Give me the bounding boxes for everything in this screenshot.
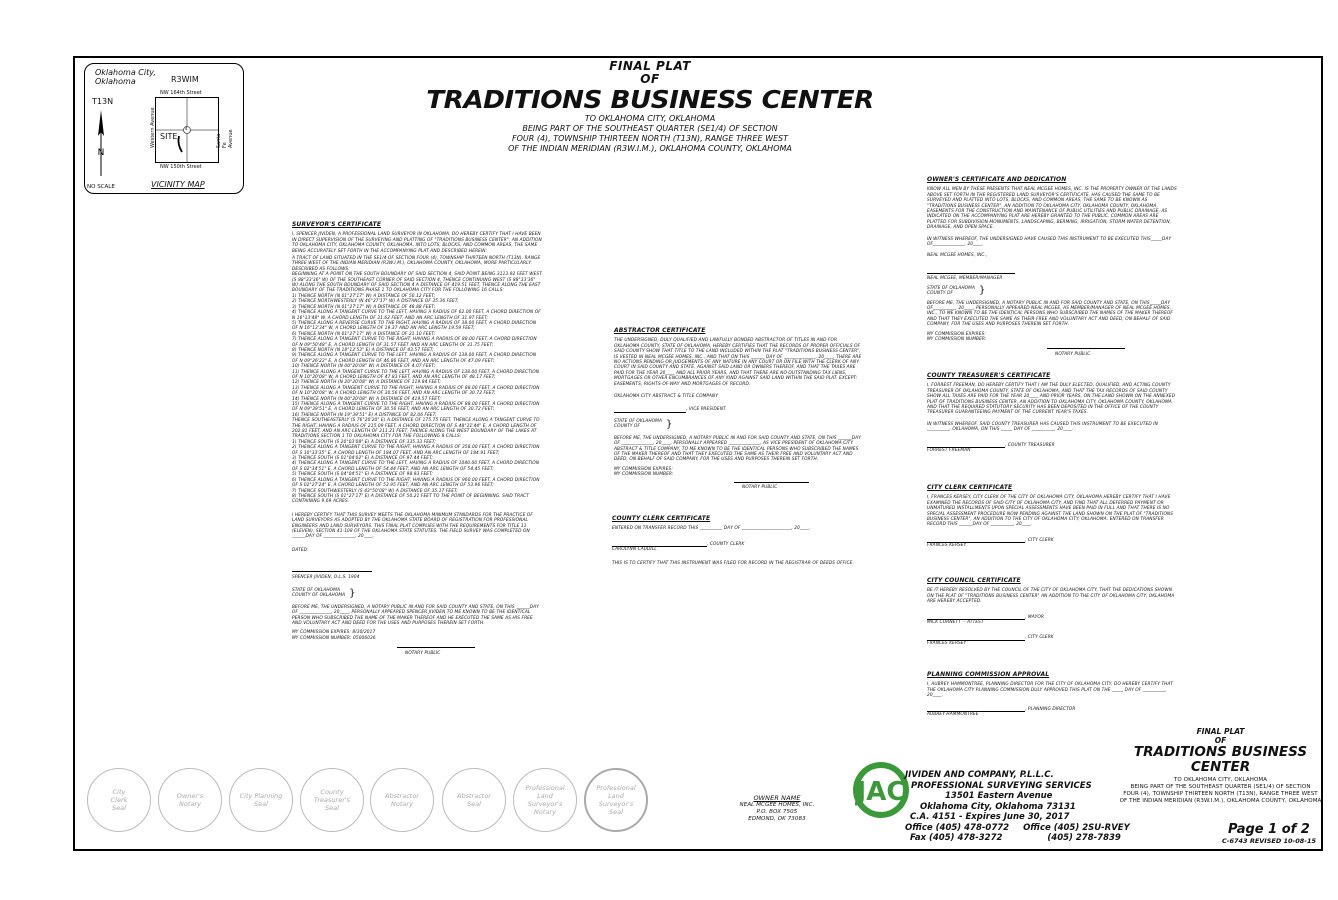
firm-name: JIVIDEN AND COMPANY, P.L.L.C. xyxy=(905,770,1054,780)
owner-state: STATE OF OKLAHOMA xyxy=(927,285,976,291)
abstractor-county: COUNTY OF xyxy=(614,424,641,430)
abstractor-sign-line xyxy=(614,407,686,412)
svg-text:JAC: JAC xyxy=(856,777,906,807)
abstractor-vp: , VICE PRESIDENT xyxy=(686,407,726,413)
owner-certificate xyxy=(927,177,1177,357)
treasurer-title: , COUNTY TREASURER xyxy=(1005,442,1055,448)
city-council-p1: BE IT HEREBY RESOLVED BY THE COUNCIL OF THE CITY OF OKLAHOMA CITY, THAT THE DEDICATIONS SHOWN ON THE PLAT OF "TRADITIONS BUSINESS CENTER" AN ADDITION TO THE CITY OF OKLAHOMA CITY, OKLAHOMA ARE HEREBY ACCEPTED. xyxy=(927,588,1176,605)
treasurer-p2: IN WITNESS WHEREOF, SAID COUNTY TREASURER HAS CAUSED THIS INSTRUMENT TO BE EXECUTED IN __________, OKLAHOMA, ON THIS _____ DAY OF __________, 20____. xyxy=(927,421,1160,433)
corner-line1: FINAL PLAT xyxy=(1196,727,1245,736)
surveyor-dated: DATED: xyxy=(292,547,309,553)
section-number: 4 xyxy=(185,126,188,131)
county-clerk-p2: THIS IS TO CERTIFY THAT THIS INSTRUMENT WAS FILED FOR RECORD IN THE REGISTRAR OF DEEDS OFFICE. xyxy=(612,560,854,566)
planning-name: AUBREY HAMMONTREE xyxy=(927,712,979,718)
county-clerk-heading: COUNTY CLERK CERTIFICATE xyxy=(612,515,711,522)
abstractor-company: OKLAHOMA CITY ABSTRACT & TITLE COMPANY xyxy=(614,394,718,400)
corner-sub4: OF THE INDIAN MERIDIAN (R3W.I.M.), OKLAHOMA COUNTY, OKLAHOMA xyxy=(1119,798,1322,804)
surveyor-notary-line xyxy=(397,647,475,648)
firm-fax: Fax (405) 478-3272 xyxy=(910,833,1003,843)
seal-abstractor-notary: Abstractor Notary xyxy=(370,768,434,832)
planning-title: , PLANNING DIRECTOR xyxy=(1025,706,1076,712)
owner-name-heading: OWNER NAME xyxy=(753,794,801,802)
title-line1: FINAL PLAT xyxy=(609,59,691,73)
council-clerk-title: , CITY CLERK xyxy=(1025,635,1054,641)
owner-name-line1: NEAL MCGEE HOMES, INC. xyxy=(739,802,815,808)
scale-label: NO SCALE xyxy=(87,184,115,190)
title-sub2: BEING PART OF THE SOUTHEAST QUARTER (SE1/4) OF SECTION xyxy=(522,124,778,133)
owner-commission: MY COMMISSION EXPIRES: MY COMMISSION NUMBER: xyxy=(927,331,987,342)
firm-phone2: (405) 278-7839 xyxy=(1047,833,1121,843)
seal-county-treasurer: County Treasurer's Seal xyxy=(300,768,364,832)
corner-main2: CENTER xyxy=(1190,759,1251,775)
firm-ca: C.A. 4151 - Expires June 30, 2017 xyxy=(910,812,1070,822)
corner-sub2: BEING PART OF THE SOUTHEAST QUARTER (SE1/4) OF SECTION xyxy=(1130,784,1311,790)
treasurer-name: FORREST FREEMAN xyxy=(927,448,971,454)
seal-owner-notary: Owner's Notary xyxy=(158,768,222,832)
treasurer-heading: COUNTY TREASURER'S CERTIFICATE xyxy=(927,372,1051,379)
city-clerk-certificate xyxy=(927,485,1177,551)
surveyor-certificate xyxy=(292,222,542,656)
city-council-certificate xyxy=(927,578,1177,648)
surveyor-county: COUNTY OF OKLAHOMA xyxy=(292,593,346,599)
corner-sub3: FOUR (4), TOWNSHIP THIRTEEN NORTH (T13N), RANGE THREE WEST xyxy=(1123,791,1318,797)
abstractor-certificate xyxy=(614,328,864,490)
abstractor-notary: NOTARY PUBLIC xyxy=(742,484,778,490)
road-south: NW 150th Street xyxy=(160,164,202,170)
owner-heading: OWNER'S CERTIFICATE AND DEDICATION xyxy=(927,176,1067,183)
site-label: SITE xyxy=(160,132,178,141)
road-west: Western Avenue xyxy=(150,107,156,148)
treasurer-p1: I, FORREST FREEMAN, DO HEREBY CERTIFY THAT I AM THE DULY ELECTED, QUALIFIED, AND ACTING COUNTY TREASURER OF OKLAHOMA COUNTY, STATE OF OKLAHOMA, AND THAT THE TAX RECORDS OF SAID COUNTY SHOW ALL TAXES ARE PAID FOR THE YEAR 20____ AND PRIOR YEARS, ON THE LAND SHOWN ON THE ANNEXED PLAT OF TRADITIONS BUSINESS CENTER, AN ADDITION TO OKLAHOMA CITY, OKLAHOMA COUNTY, OKLAHOMA AND THAT THE REQUIRED STATUTORY SECURITY HAS BEEN DEPOSITED IN THE OFFICE OF THE COUNTY TREASURER GUARANTEEING PAYMENT OF THE CURRENT YEAR'S TAXES. xyxy=(927,383,1177,416)
mayor-name: MICK CORNETT -- ATTEST xyxy=(927,620,984,626)
surveyor-p4: BEFORE ME, THE UNDERSIGNED, A NOTARY PUBLIC IN AND FOR SAID COUNTY AND STATE, ON THIS ______DAY OF ______________, 20____, PERSONALLY APPEARED SPENCER JIVIDEN TO ME KNOWN TO BE THE IDENTICAL PERSON WHO SUBSCRIBED THE NAME OF THE MAKER THEREOF AND HE EXECUTED THE SAME AS HIS FREE AND VOLUNTARY ACT AND DEED FOR THE USES AND PURPOSES THEREIN SET FORTH. xyxy=(292,604,541,626)
road-east: Santa Fe Avenue xyxy=(216,129,234,148)
abstractor-state: STATE OF OKLAHOMA xyxy=(614,418,663,424)
corner-sub1: TO OKLAHOMA CITY, OKLAHOMA xyxy=(1173,777,1268,783)
vicinity-township: T13N xyxy=(92,97,114,106)
city-clerk-p1: I, FRANCES KERSEY, CITY CLERK OF THE CITY OF OKLAHOMA CITY, OKLAHOMA HEREBY CERTIFY THAT I HAVE EXAMINED THE RECORDS OF SAID CITY OF OKLAHOMA CITY, AND FIND THAT ALL DEFERRED PAYMENT OR UNMATURED INSTALLMENTS UPON SPECIAL ASSESSMENTS HAVE BEEN PAID IN FULL AND THAT THERE IS NO SPECIAL ASSESSMENT PROCEDURE NOW PENDING AGAINST THE LAND SHOWN ON THE PLAT OF "TRADITIONS BUSINESS CENTER", AN ADDITION TO THE CITY OF OKLAHOMA CITY, OKLAHOMA. ENTERED ON TRANSFER RECORD THIS ______DAY OF __________, 20____. xyxy=(927,495,1175,528)
title-line2: OF xyxy=(640,72,660,86)
vicinity-section-box xyxy=(150,90,234,170)
firm-address: 13501 Eastern Avenue xyxy=(945,791,1053,801)
surveyor-legal-description: A TRACT OF LAND SITUATED IN THE SE1/4 OF SECTION FOUR (4), TOWNSHIP THIRTEEN NORTH (T13N), RANGE THREE WEST OF THE INDIAN MERIDIAN (R3W.I.M.), OKLAHOMA COUNTY, OKLAHOMA, MORE PARTICULARLY DESCRIBED AS FOLLOWS: BEGINNING AT A POINT ON THE SOUTH BOUNDARY OF SAID SECTION 4, SAID POINT BEING 3113.92 FEET WEST (S 88°33'36" W) OF THE SOUTHEAST CORNER OF SAID SECTION 4, THENCE CONTINUING WEST (S 88°33'36" W) ALONG THE SOUTH BOUNDARY OF SAID SECTION 4 A DISTANCE OF 419.51 FEET, THENCE ALONG THE EAST BOUNDARY OF THE TRADITIONS PHASE 1 TO OKLAHOMA CITY FOR THE FOLLOWING 16 CALLS: 1) THENCE NORTH (N 01°27'17" W) A DISTANCE OF 50.12 FEET; 2) THENCE NORTHWESTERLY (N 46°27'17" W) A DISTANCE OF 35.36 FEET; 3) THENCE NORTH (N 01°27'17" W) A DISTANCE OF 48.88 FEET; 4) THENCE ALONG A TANGENT CURVE TO THE LEFT, HAVING A RADIUS OF 62.00 FEET, A CHORD DIRECTION OF N 16°13'48" W, A CHORD LENGTH OF 31.62 FEET, AND AN ARC LENGTH OF 31.97 FEET; 5) THENCE ALONG A REVERSE CURVE TO THE RIGHT, HAVING A RADIUS OF 38.00 FEET, A CHORD DIRECTION OF N 16°13'34" W, A CHORD LENGTH OF 19.37 AND AN ARC LENGTH 19.59 FEET; 6) THENCE NORTH (N 01°27'17" W) A DISTANCE OF 21.10 FEET; 7) THENCE ALONG A TANGENT CURVE TO THE RIGHT, HAVING A RADIUS OF 88.00 FEET, A CHORD DIRECTION OF N 09°50'48" E, A CHORD LENGTH OF 31.57 FEET AND AN ARC LENGTH OF 31.75 FEET; 8) THENCE NORTH (N 18°12'53" E) A DISTANCE OF 43.57 FEET; 9) THENCE ALONG A TANGENT CURVE TO THE LEFT, HAVING A RADIUS OF 138.00 FEET, A CHORD DIRECTION OF N 09°26'22" E, A CHORD LENGTH OF 46.86 FEET, AND AN ARC LENGTH OF 47.09 FEET; 10) THENCE NORTH (N 00°20'08" W) A DISTANCE OF 4.07 FEET; 11) THENCE ALONG A TANGENT CURVE TO THE LEFT, HAVING A RADIUS OF 138.00 FEET, A CHORD DIRECTION OF N 10°20'08" W, A CHORD LENGTH OF 47.83 FEET, AND AN ARC LENGTH OF 48.17 FEET; 12) THENCE NORTH (N 20°20'08" W) A DISTANCE OF 119.84 FEET; 13) THENCE ALONG A TANGENT CURVE TO THE RIGHT, HAVING A RADIUS OF 88.00 FEET, A CHORD DIRECTION OF N 10°20'08" W, A CHORD LENGTH OF 30.56 FEET, AND AN ARC LENGTH OF 30.72 FEET; 14) THENCE NORTH (N 00°20'08" W) A DISTANCE OF 419.57 FEET; 15) THENCE ALONG A TANGENT CURVE TO THE RIGHT, HAVING A RADIUS OF 88.00 FEET, A CHORD DIRECTION OF N 09°39'51" E, A CHORD LENGTH OF 30.56 FEET, AND AN ARC LENGTH OF 30.72 FEET; 16) THENCE NORTH (N 19°39'51" E) A DISTANCE OF 82.06 FEET; THENCE SOUTHEASTERLY (S 76°20'20" E) A DISTANCE OF 175.75 FEET, THENCE ALONG A TANGENT CURVE TO THE RIGHT, HAVING A RADIUS OF 215.09 FEET, A CHORD DIRECTION OF S 48°11'44" E, A CHORD LENGTH OF 202.81 FEET, AND AN ARC LENGTH OF 211.21 FEET, THENCE ALONG THE WEST BOUNDARY OF THE LAKES AT TRADITIONS SECTION 1 TO OKLAHOMA CITY FOR THE FOLLOWING 8 CALLS: 1) THENCE SOUTH (S 20°03'08" E) A DISTANCE OF 335.33 FEET; 2) THENCE ALONG A TANGENT CURVE TO THE RIGHT, HAVING A RADIUS OF 358.00 FEET, A CHORD DIRECTION OF S 10°33'35" E, A CHORD LENGTH OF 184.07 FEET, AND AN ARC LENGTH OF 184.91 FEET; 3) THENCE SOUTH (S 01°04'02" E) A DISTANCE OF 97.44 FEET; 4) THENCE ALONG A TANGENT CURVE TO THE LEFT, HAVING A RADIUS OF 1040.00 FEET, A CHORD DIRECTION OF S 02°34'51" E, A CHORD LENGTH OF 54.44 FEET, AND AN ARC LENGTH OF 54.45 FEET; 5) THENCE SOUTH (S 04°04'51" E) A DISTANCE OF 98.93 FEET; 6) THENCE ALONG A TANGENT CURVE TO THE RIGHT, HAVING A RADIUS OF 960.00 FEET, A CHORD DIRECTION OF S 02°27'24" E, A CHORD LENGTH OF 53.95 FEET, AND AN ARC LENGTH OF 53.96 FEET; 7) THENCE SOUTHWESTERLY (S 43°50'08" W) A DISTANCE OF 35.17 FEET; 8) THENCE SOUTH (S 01°27'17" E) A DISTANCE OF 50.21 FEET TO THE POINT OF BEGINNING. SAID TRACT CONTAINING 9.69 ACRES. xyxy=(292,256,542,505)
road-north: NW 164th Street xyxy=(160,90,202,96)
vicinity-city: Oklahoma City, xyxy=(95,68,156,77)
abstractor-p1: THE UNDERSIGNED, DULY QUALIFIED AND LAWFULLY BONDED ABSTRACTOR OF TITLES IN AND FOR OKLAHOMA COUNTY, STATE OF OKLAHOMA, HEREBY CERTIFIES THAT THE RECORDS OF PROPER OFFICIALS OF SAID COUNTY SHOW THAT TITLE TO THE LAND INCLUDED WITHIN THE PLAT "TRADITIONS BUSINESS CENTER", IS VESTED IN NEAL MCGEE HOMES, INC., AND THAT ON THIS ______ DAY OF ______________, 20____, THERE ARE NO ACTIONS PENDING OR JUDGEMENTS OF ANY NATURE IN ANY COURT OR ON FILE WITH THE CLERK OF ANY COURT IN SAID COUNTY AND STATE, AGAINST SAID LAND OR OWNERS THEREOF, AND THAT THE TAXES ARE PAID FOR THE YEAR 20____ AND ALL PRIOR YEARS, AND THAT THERE ARE NO OUTSTANDING TAX LIENS, MORTGAGES OR OTHER ENCUMBRANCES OF ANY KIND AGAINST SAID LAND WITHIN THE SAID PLAT. EXCEPT: EASEMENTS, RIGHTS-OF-WAY AND MORTGAGES OF RECORD. xyxy=(614,338,863,387)
firm-block xyxy=(905,770,1130,844)
plat-title: TRADITIONS BUSINESS CENTER xyxy=(426,85,874,114)
owner-name-line2: P.O. BOX 7505 xyxy=(756,809,798,815)
owner-name-line3: EDMOND, OK 73083 xyxy=(748,816,806,822)
owner-county: COUNTY OF xyxy=(927,291,954,297)
vicinity-map xyxy=(84,63,244,194)
surveyor-p3: I HEREBY CERTIFY THAT THIS SURVEY MEETS THE OKLAHOMA MINIMUM STANDARDS FOR THE PRACTICE OF LAND SURVEYORS AS ADOPTED BY THE OKLAHOMA STATE BOARD OF REGISTRATION FOR PROFESSIONAL ENGINEERS AND LAND SURVEYORS. THIS FINAL PLAT COMPLIES WITH THE REQUIREMENTS FOR TITLE 11 (ELEVEN), SECTION 41-108 OF THE OKLAHOMA STATE STATUTES. THE FIELD SURVEY WAS COMPLETED ON ______DAY OF ______________, 20____. xyxy=(292,512,535,540)
owner-notary: NOTARY PUBLIC xyxy=(1055,351,1091,357)
planning-heading: PLANNING COMMISSION APPROVAL xyxy=(927,671,1050,678)
owner-company: NEAL MCGEE HOMES, INC., xyxy=(927,253,988,259)
owner-signer: NEAL MCGEE, MEMBER/MANAGER xyxy=(927,276,1003,282)
vicinity-range: R3WIM xyxy=(171,75,199,84)
surveyor-state: STATE OF OKLAHOMA xyxy=(292,587,341,593)
abstractor-notary-line xyxy=(734,482,809,483)
surveyor-signature-line xyxy=(292,571,372,572)
county-clerk-title: , COUNTY CLERK xyxy=(707,541,745,547)
surveyor-signer: SPENCER JIVIDEN, O.L.S. 1904 xyxy=(292,574,360,580)
city-clerk-title: , CITY CLERK xyxy=(1025,537,1054,543)
planning-p1: I, AUBREY HAMMONTREE, PLANNING DIRECTOR FOR THE CITY OF OKLAHOMA CITY, DO HEREBY CERTIFY THAT THE OKLAHOMA CITY PLANNING COMMISSION DULY APPROVED THIS PLAT ON THE _____ DAY OF __________, 20____. xyxy=(927,682,1175,699)
firm-office1: Office (405) 478-0772 xyxy=(905,822,1010,833)
revision-note: C-6743 REVISED 10-08-15 xyxy=(1222,837,1317,845)
surveyor-notary: NOTARY PUBLIC xyxy=(405,650,441,656)
firm-city: Oklahoma City, Oklahoma 73131 xyxy=(920,801,1076,812)
brace-icon: } xyxy=(979,285,986,297)
owner-p3: BEFORE ME, THE UNDERSIGNED, A NOTARY PUBLIC IN AND FOR SAID COUNTY AND STATE, ON THIS_____DAY OF__________, 20____, PERSONALLY APPEARED NEAL MCGEE, AS MEMBER/MANAGER OF NEAL MCGEE HOMES, INC., TO ME KNOWN TO BE THE IDENTICAL PERSONS WHO SUBSCRIBED THE NAMES OF THE MAKER THEREOF AND THAT THEY EXECUTED THE SAME AS THEIR FREE AND VOLUNTARY ACT AND DEED, ON BEHALF OF SAID COMPANY, FOR THE USES AND PURPOSES THEREIN SET FORTH. xyxy=(927,300,1175,328)
council-clerk-name: FRANCES KERSEY xyxy=(927,640,967,646)
title-sub4: OF THE INDIAN MERIDIAN (R3W.I.M.), OKLAHOMA COUNTY, OKLAHOMA xyxy=(508,144,792,153)
planning-approval xyxy=(927,672,1177,719)
treasurer-certificate xyxy=(927,373,1177,455)
seal-abstractor: Abstractor Seal xyxy=(442,768,506,832)
county-clerk-name: CAROLYNN CAUDILL xyxy=(612,547,657,553)
city-clerk-heading: CITY CLERK CERTIFICATE xyxy=(927,484,1013,491)
svg-text:N: N xyxy=(97,148,105,158)
north-arrow-icon xyxy=(94,110,108,180)
firm-services: PROFESSIONAL SURVEYING SERVICES xyxy=(911,780,1092,791)
firm-office2: Office (405) 2SU-RVEY xyxy=(1023,822,1130,833)
owner-notary-line xyxy=(1047,348,1125,349)
surveyor-p1: I, SPENCER JIVIDEN, A PROFESSIONAL LAND SURVEYOR IN OKLAHOMA, DO HEREBY CERTIFY THAT I HAVE BEEN IN DIRECT SUPERVISION OF THE SURVEYING AND PLATTING OF "TRADITIONS BUSINESS CENTER", AN ADDITION TO OKLAHOMA CITY, OKLAHOMA COUNTY, OKLAHOMA, INTO LOTS, BLOCKS, AND COMMON AREAS, THE SAME BEING ACCURATELY SET FORTH IN THE ACCOMPANYING PLAT AND DESCRIBED HEREIN: xyxy=(292,232,544,254)
surveyor-heading: SURVEYOR'S CERTIFICATE xyxy=(292,221,382,228)
abstractor-commission: MY COMMISSION EXPIRES: MY COMMISSION NUMBER: xyxy=(614,466,674,478)
abstractor-heading: ABSTRACTOR CERTIFICATE xyxy=(614,327,706,334)
corner-title-block xyxy=(1118,727,1323,805)
title-sub3: FOUR (4), TOWNSHIP THIRTEEN NORTH (T13N), RANGE THREE WEST xyxy=(511,134,789,143)
city-clerk-name: FRANCES KERSEY xyxy=(927,543,967,549)
surveyor-commission: MY COMMISSION EXPIRES: 8/30/2017 MY COMMISSION NUMBER: 05006036 xyxy=(292,630,376,641)
vicinity-map-label: VICINITY MAP xyxy=(151,180,205,189)
corner-main1: TRADITIONS BUSINESS xyxy=(1133,744,1308,760)
seal-city-planning: City Planning Seal xyxy=(229,768,293,832)
seal-surveyor-notary: Professional Land Surveyor's Notary xyxy=(513,768,577,832)
owner-signature-line xyxy=(927,273,1015,274)
jac-logo-icon xyxy=(851,760,911,820)
seal-surveyor: Professional Land Surveyor's Seal xyxy=(584,768,648,832)
mayor-title: , MAYOR xyxy=(1025,614,1044,620)
owner-p2: IN WITNESS WHEREOF, THE UNDERSIGNED HAVE CAUSED THIS INSTRUMENT TO BE EXECUTED THIS_____DAY OF______________, 20____. xyxy=(927,236,1173,248)
vicinity-county: Oklahoma xyxy=(95,77,136,86)
seal-city-clerk: City Clerk Seal xyxy=(87,768,151,832)
brace-icon: } xyxy=(666,418,673,430)
county-clerk-certificate xyxy=(612,516,862,568)
owner-name-block xyxy=(722,795,832,823)
city-council-heading: CITY COUNCIL CERTIFICATE xyxy=(927,577,1021,584)
corner-line2: OF xyxy=(1214,736,1227,745)
plat-title-block xyxy=(390,60,910,154)
county-clerk-p1: ENTERED ON TRANSFER RECORD THIS __________ DAY OF ______________________, 20____. xyxy=(612,526,811,532)
page-number: Page 1 of 2 xyxy=(1228,822,1310,837)
title-sub1: TO OKLAHOMA CITY, OKLAHOMA xyxy=(584,114,716,123)
abstractor-p2: BEFORE ME, THE UNDERSIGNED, A NOTARY PUBLIC IN AND FOR SAID COUNTY AND STATE, ON THIS ______DAY OF ______________, 20____, PERSONALLY APPEARED ______________, AS VICE PRESIDENT OF OKLAHOMA CITY ABSTRACT & TITLE COMPANY, TO ME KNOWN TO BE THE IDENTICAL PERSONS WHO SUBSCRIBED THE NAMES OF THE MAKER THEREOF AND THAT THEY EXECUTED THE SAME AS THEIR FREE AND VOLUNTARY ACT AND DEED, ON BEHALF OF SAID COMPANY, FOR THE USES AND PURPOSES THEREIN SET FORTH. xyxy=(614,435,863,463)
owner-p1: KNOW ALL MEN BY THESE PRESENTS THAT NEAL MCGEE HOMES, INC. IS THE PROPERTY OWNER OF THE LANDS ABOVE SET FORTH IN THE REGISTERED LAND SURVEYOR'S CERTIFICATE, HAS CAUSED THE SAME TO BE SURVEYED AND PLATTED INTO LOTS, BLOCKS, AND COMMON AREAS, THE SAME TO BE KNOWN AS "TRADITIONS BUSINESS CENTER", AN ADDITION TO OKLAHOMA CITY, OKLAHOMA COUNTY, OKLAHOMA, EASEMENTS FOR THE CONSTRUCTION AND MAINTENANCE OF PUBLIC UTILITIES AND PUBLIC DRAINAGE, AS INDICATED ON THE ACCOMPANYING PLAT ARE HEREBY GRANTED TO THE PUBLIC. COMMON AREAS ARE PLATTED FOR SUBDIVISION MONUMENTS, LANDSCAPING, BERMING, IRRIGATION, STORM WATER DETENTION, DRAINAGE, AND OPEN SPACE. xyxy=(927,187,1179,231)
brace-icon: } xyxy=(349,587,356,599)
